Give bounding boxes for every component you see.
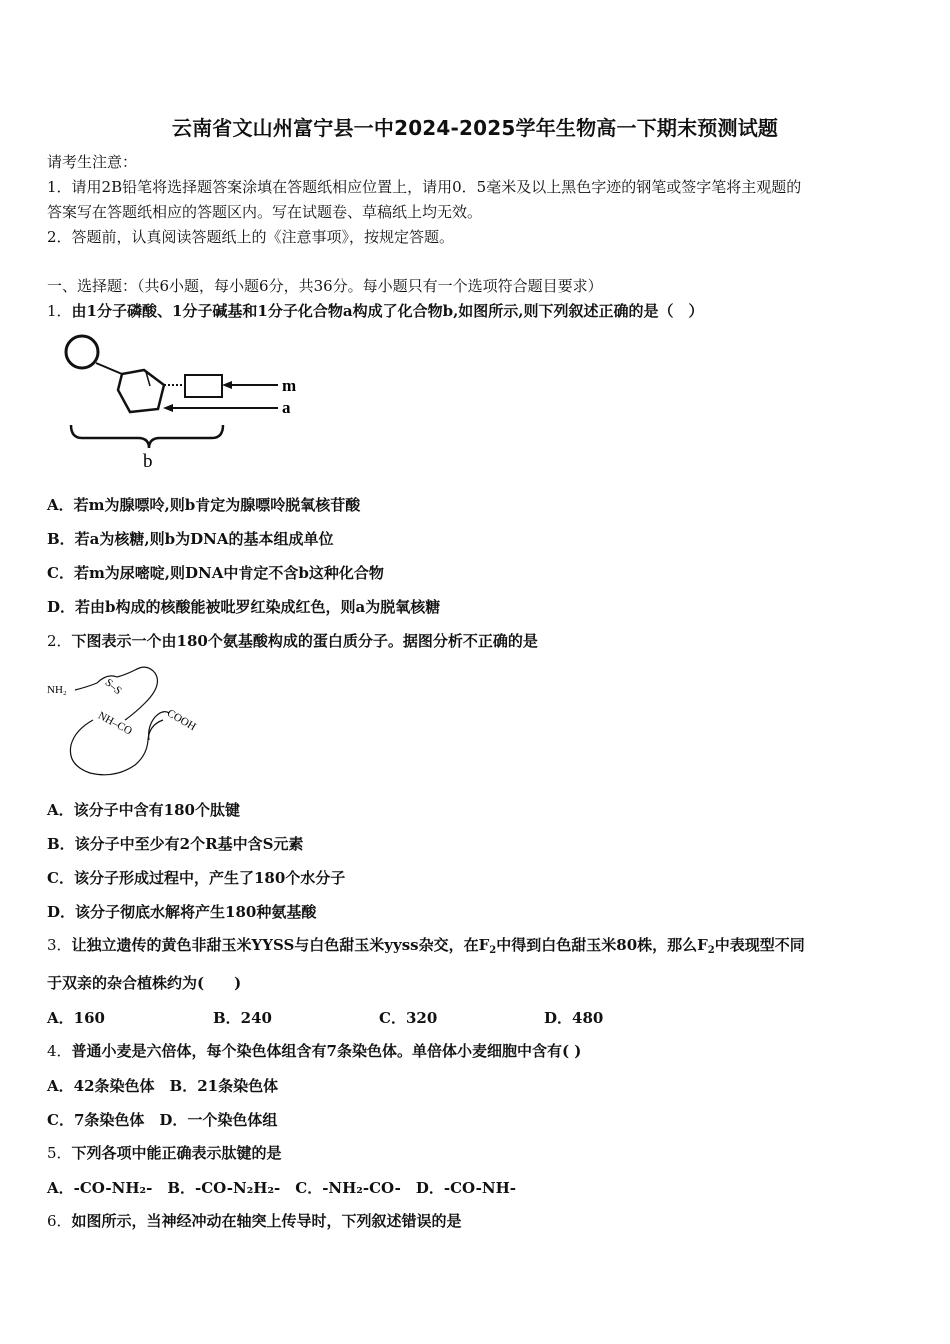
question-text-c: 中表现型不同 bbox=[714, 936, 805, 954]
q4-options-ab: A．42条染色体 B．21条染色体 bbox=[47, 1077, 279, 1095]
question-5-stem bbox=[47, 1143, 907, 1163]
subscript: 2 bbox=[707, 945, 715, 956]
notice-item-1b: 答案写在答题纸相应的答题区内。写在试题卷、草稿纸上均无效。 bbox=[47, 203, 483, 221]
notice-item-1a: 1．请用2B铅笔将选择题答案涂填在答题纸相应位置上，请用0．5毫米及以上黑色字迹的钢笔或签字笔将主观题的 bbox=[47, 178, 802, 196]
question-number: 3． bbox=[47, 936, 72, 954]
page-title: 云南省文山州富宁县一中2024-2025学年生物高一下期末预测试题 bbox=[171, 116, 779, 140]
q1-option-c: C．若m为尿嘧啶,则DNA中肯定不含b这种化合物 bbox=[47, 564, 384, 582]
base-box bbox=[185, 375, 222, 397]
question-text-a: 让独立遗传的黄色非甜玉米YYSS与白色甜玉米yyss杂交，在F bbox=[71, 936, 490, 954]
label-a: a bbox=[282, 398, 291, 417]
q1-option-b: B．若a为核糖,则b为DNA的基本组成单位 bbox=[47, 530, 334, 548]
q5-options: A．-CO-NH₂- B．-CO-N₂H₂- C．-NH₂-CO- D．-CO-NH- bbox=[47, 1179, 516, 1197]
question-2-stem bbox=[47, 631, 907, 651]
question-text: 下列各项中能正确表示肽键的是 bbox=[71, 1144, 282, 1162]
protein-diagram bbox=[45, 665, 225, 785]
question-number: 1． bbox=[47, 302, 72, 320]
q2-option-d: D．该分子彻底水解将产生180种氨基酸 bbox=[47, 903, 317, 921]
nucleotide-diagram bbox=[60, 330, 310, 470]
q3-option-c: C．320 bbox=[379, 1009, 438, 1027]
question-6-stem bbox=[47, 1211, 907, 1231]
q3-option-a: A．160 bbox=[47, 1009, 105, 1027]
label-b: b bbox=[143, 451, 153, 472]
notice-heading: 请考生注意： bbox=[47, 153, 138, 171]
sugar-ring bbox=[118, 370, 164, 412]
q1-option-a: A．若m为腺嘌呤,则b肯定为腺嘌呤脱氧核苷酸 bbox=[47, 496, 361, 514]
question-text-b: 中得到白色甜玉米80株，那么F bbox=[496, 936, 708, 954]
question-3-stem-2: 于双亲的杂合植株约为( ) bbox=[47, 974, 242, 992]
section-heading: 一、选择题：（共6小题，每小题6分，共36分。每小题只有一个选项符合题目要求） bbox=[47, 277, 603, 295]
q2-option-a: A．该分子中含有180个肽键 bbox=[47, 801, 240, 819]
phosphate-circle bbox=[66, 336, 98, 368]
label-nhco: NH–CO bbox=[95, 709, 134, 738]
phosphate-bond bbox=[96, 363, 122, 374]
question-4-stem bbox=[47, 1041, 907, 1061]
q2-option-b: B．该分子中至少有2个R基中含S元素 bbox=[47, 835, 304, 853]
question-number: 6． bbox=[47, 1212, 72, 1230]
question-1-stem bbox=[47, 301, 907, 321]
brace-b bbox=[71, 425, 223, 448]
question-text: 下图表示一个由180个氨基酸构成的蛋白质分子。据图分析不正确的是 bbox=[71, 632, 538, 650]
q2-option-c: C．该分子形成过程中，产生了180个水分子 bbox=[47, 869, 346, 887]
label-cooh: COOH bbox=[164, 707, 198, 734]
subscript: 2 bbox=[489, 945, 497, 956]
question-number: 5． bbox=[47, 1144, 72, 1162]
question-number: 2． bbox=[47, 632, 72, 650]
question-3-stem bbox=[47, 935, 907, 955]
q3-option-b: B．240 bbox=[213, 1009, 272, 1027]
q1-option-d: D．若由b构成的核酸能被吡罗红染成红色，则a为脱氧核糖 bbox=[47, 598, 441, 616]
notice-item-2: 2．答题前，认真阅读答题纸上的《注意事项》，按规定答题。 bbox=[47, 228, 455, 246]
label-ss: S–S bbox=[102, 676, 124, 698]
question-text: 普通小麦是六倍体，每个染色体组含有7条染色体。单倍体小麦细胞中含有( ) bbox=[71, 1042, 582, 1060]
question-text: 如图所示，当神经冲动在轴突上传导时，下列叙述错误的是 bbox=[71, 1212, 462, 1230]
label-m: m bbox=[282, 376, 297, 395]
q4-options-cd: C．7条染色体 D．一个染色体组 bbox=[47, 1111, 278, 1129]
q3-option-d: D．480 bbox=[544, 1009, 604, 1027]
question-text: 由1分子磷酸、1分子碱基和1分子化合物a构成了化合物b,如图所示,则下列叙述正确的是（ ） bbox=[71, 302, 704, 320]
question-number: 4． bbox=[47, 1042, 72, 1060]
label-nh2: NH₂ bbox=[47, 684, 67, 696]
